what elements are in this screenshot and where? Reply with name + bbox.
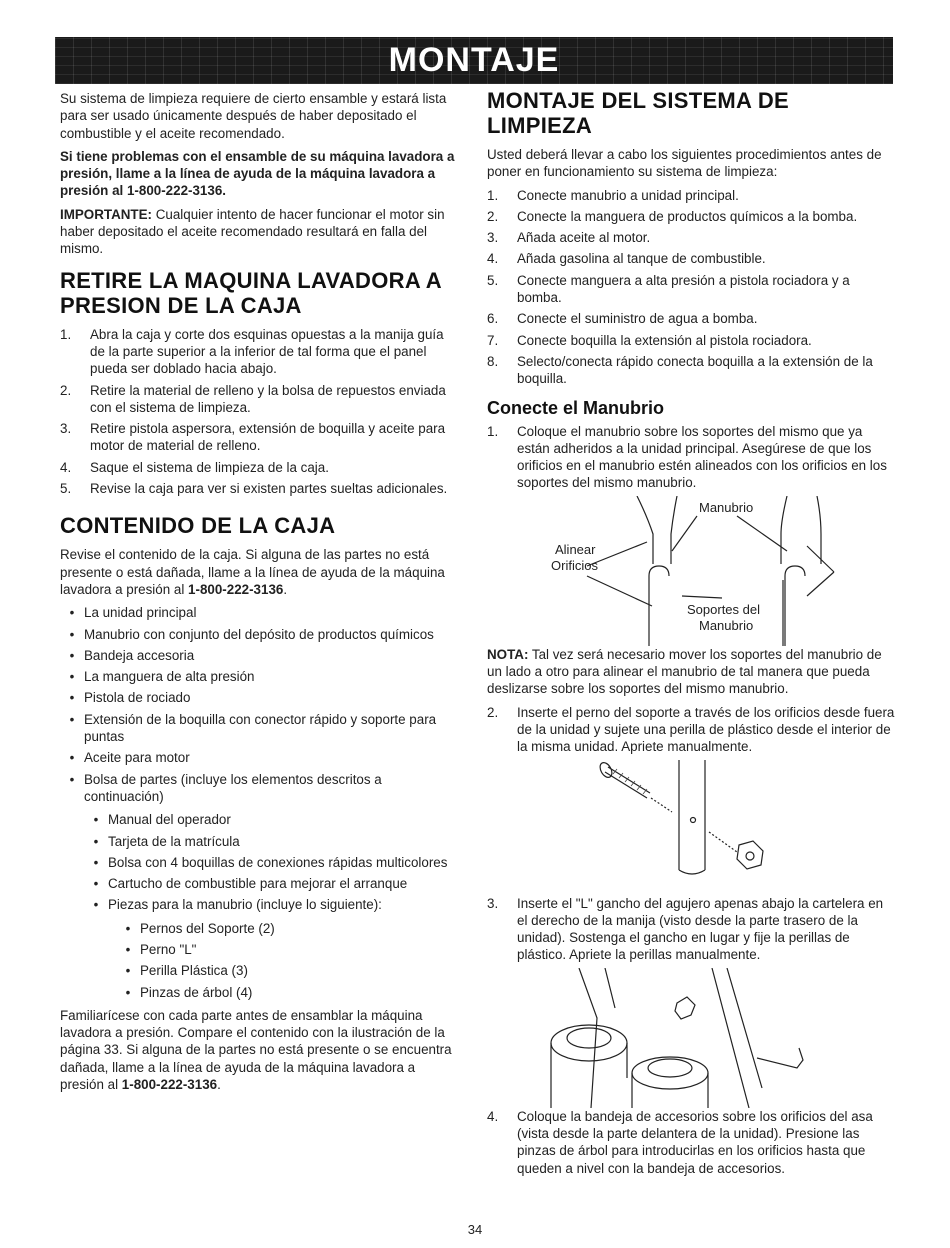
step-text: Inserte el perno del soporte a través de los orificios desde fuera de la unidad y sujete una perilla de plástico desde el interior de la misma unidad. Apriete manualmente.: [517, 704, 895, 755]
step-number: 5.: [60, 481, 72, 497]
list-item: [84, 875, 460, 892]
bullet: •: [93, 833, 99, 849]
item-text: Aceite para motor: [84, 750, 190, 766]
plastic-knob: [737, 841, 763, 869]
heading-contenido: CONTENIDO DE LA CAJA: [60, 513, 336, 539]
banner-title: MONTAJE: [388, 41, 560, 79]
important-paragraph: [60, 206, 460, 258]
list-item: [60, 668, 460, 685]
step-text: Conecte boquilla la extensión al pistola rociadora.: [517, 332, 812, 348]
conecte-step-3: [487, 895, 895, 964]
tank-cap-1: [551, 1025, 627, 1061]
item-text: Bolsa con 4 boquillas de conexiones rápidas multicolores: [108, 854, 448, 870]
item-text: Bandeja accesoria: [84, 647, 195, 663]
handle-parts-list: [116, 920, 460, 1001]
step-text: Conecte manubrio a unidad principal.: [517, 187, 739, 203]
bullet: •: [69, 771, 75, 787]
step-number: 2.: [487, 704, 499, 720]
list-item: [60, 420, 460, 455]
list-item: [84, 896, 460, 913]
step-number: 5.: [487, 272, 499, 288]
step-number: 2.: [487, 208, 499, 224]
bullet: •: [93, 812, 99, 828]
conecte-step-2: [487, 704, 895, 756]
bullet: •: [125, 984, 131, 1000]
heading-retire: RETIRE LA MAQUINA LAVADORA A PRESION DE LA CAJA: [60, 267, 442, 318]
step-number: 1.: [487, 423, 499, 439]
soportes-arrow: [682, 596, 722, 598]
list-item: [60, 604, 460, 621]
page-number: 34: [467, 1222, 483, 1237]
item-text: Bolsa de partes (incluye los elementos descritos a continuación): [84, 771, 382, 804]
right-column: [487, 90, 895, 1181]
bullet: •: [69, 711, 75, 727]
list-item: [84, 833, 460, 850]
step-number: 3.: [60, 421, 72, 437]
bullet: •: [69, 647, 75, 663]
item-text: Piezas para la manubrio (incluye lo siguiente):: [108, 897, 382, 913]
plastic-knob-2: [675, 997, 695, 1019]
item-text: Extensión de la boquilla con conector rápido y soporte para puntas: [84, 711, 437, 745]
bullet: •: [69, 605, 75, 621]
box-contents-list: [60, 604, 460, 805]
list-item: [84, 811, 460, 828]
nota-paragraph: [487, 646, 895, 698]
right-bracket: [783, 566, 805, 646]
bullet: •: [125, 963, 131, 979]
helpline-paragraph: Si tiene problemas con el ensamble de su máquina lavadora a presión, llame a la línea de ayuda de la máquina lavadora a presión al 1-800-222-3136.: [60, 148, 455, 199]
frame-left: [579, 968, 615, 1108]
bullet: •: [69, 750, 75, 766]
step-text: Saque el sistema de limpieza de la caja.: [90, 459, 329, 475]
label-orificios: Orificios: [551, 557, 598, 573]
list-item: [487, 332, 895, 349]
list-item: [487, 250, 895, 267]
step-text: Retire la material de relleno y la bolsa de repuestos enviada con el sistema de limpieza.: [90, 382, 446, 415]
figure-l-hook: [487, 968, 895, 1108]
support-tube: [679, 760, 705, 874]
list-item: [487, 187, 895, 204]
contenido-intro: [60, 546, 460, 598]
bolt-knob-illustration: [487, 760, 895, 895]
phone-number-2: 1-800-222-3136: [121, 1077, 218, 1093]
step-number: 3.: [487, 895, 499, 911]
figure-bolt-knob: [487, 760, 895, 895]
retire-steps-list: [60, 326, 460, 498]
bullet: •: [125, 941, 131, 957]
step-text: Añada aceite al motor.: [517, 230, 651, 246]
step-number: 4.: [487, 251, 499, 267]
nota-label: NOTA:: [487, 646, 529, 662]
label-manubrio: Manubrio: [699, 499, 754, 515]
item-text: Manubrio con conjunto del depósito de productos químicos: [84, 626, 434, 642]
conecte-step-1: [487, 423, 895, 492]
intro-paragraph: Su sistema de limpieza requiere de cierto ensamble y estará lista para ser usado únicamente después de haber depositado el combustible y el aceite recomendado.: [60, 91, 447, 141]
list-item: [60, 711, 460, 746]
figure-handle-alignment: [487, 496, 895, 646]
tank-cap-2: [632, 1057, 708, 1089]
item-text: Pistola de rociado: [84, 690, 191, 706]
step-text: Abra la caja y corte dos esquinas opuestas a la manija guía de la parte superior a la inferior de tal forma que el panel pueda ser doblado hacia abajo.: [90, 326, 444, 377]
step-text: Conecte manguera a alta presión a pistola rociadora y a bomba.: [517, 272, 850, 306]
step-text: Inserte el "L" gancho del agujero apenas abajo la cartelera en el derecho de la manija (visto desde la parte trasero de la unidad). Sostenga el gancho en lugar y fije la perillas de plástico. Apriete la perillas manualmente.: [517, 895, 884, 963]
step-text: Conecte la manguera de productos químicos a la bomba.: [517, 208, 858, 224]
bullet: •: [93, 876, 99, 892]
list-item: [116, 920, 460, 937]
nota-text: Tal vez será necesario mover los soportes del manubrio de un lado a otro para alinear el manubrio de tal manera que pueda deslizarse sobre los soportes del mismo manubrio.: [487, 646, 882, 697]
list-item: [60, 647, 460, 664]
list-item: [487, 353, 895, 388]
closing-text: Familiarícese con cada parte antes de ensamblar la máquina lavadora a presión. Compare el contenido con la ilustración de la página 33. Si alguna de la partes no está presente o se encuentra dañada, llame a la línea de ayuda de la máquina lavadora a presión al: [60, 1007, 452, 1093]
list-item: [60, 326, 460, 378]
step-number: 1.: [487, 187, 499, 203]
item-text: La manguera de alta presión: [84, 669, 255, 685]
step-number: 2.: [60, 382, 72, 398]
step-number: 7.: [487, 332, 499, 348]
list-item: [487, 272, 895, 307]
list-item: [60, 459, 460, 476]
label-alinear: Alinear: [555, 541, 596, 557]
item-text: La unidad principal: [84, 605, 197, 621]
bolt-guide-line: [651, 798, 672, 812]
bullet: •: [69, 626, 75, 642]
l-hook-illustration: [487, 968, 895, 1108]
bullet: •: [125, 920, 131, 936]
left-handle-tube: [637, 496, 677, 564]
bullet: •: [69, 690, 75, 706]
list-item: [487, 229, 895, 246]
item-text: Manual del operador: [108, 812, 231, 828]
contenido-intro-text: Revise el contenido de la caja. Si alguna de las partes no está presente o está dañada, llame a la línea de ayuda de la máquina lavadora a presión al: [60, 547, 445, 597]
bullet: •: [69, 669, 75, 685]
heading-conecte: Conecte el Manubrio: [487, 397, 665, 418]
montaje-steps-list: [487, 187, 895, 388]
step-number: 1.: [60, 326, 72, 342]
frame-right: [712, 968, 762, 1108]
list-item: [84, 854, 460, 871]
list-item: [116, 941, 460, 958]
item-text: Cartucho de combustible para mejorar el arranque: [108, 876, 408, 892]
step-number: 3.: [487, 230, 499, 246]
list-item: [116, 962, 460, 979]
conecte-step-4: [487, 1108, 895, 1177]
closing-paragraph: [60, 1007, 460, 1093]
step-text: Conecte el suministro de agua a bomba.: [517, 311, 758, 327]
bullet: •: [93, 897, 99, 913]
montaje-intro: Usted deberá llevar a cabo los siguientes procedimientos antes de poner en funcionamiento su sistema de limpieza:: [487, 147, 882, 180]
label-soportes-1: Soportes del: [687, 601, 760, 617]
label-soportes-2: Manubrio: [699, 617, 754, 633]
step-number: 8.: [487, 353, 499, 369]
list-item: [60, 382, 460, 417]
heading-montaje: MONTAJE DEL SISTEMA DE LIMPIEZA: [487, 88, 789, 138]
step-number: 4.: [60, 459, 72, 475]
alinear-arrows: [587, 542, 652, 606]
l-hook: [757, 1048, 803, 1068]
step-text: Añada gasolina al tanque de combustible.: [517, 251, 766, 267]
important-label: IMPORTANTE:: [60, 206, 152, 222]
list-item: [60, 689, 460, 706]
important-text: Cualquier intento de hacer funcionar el motor sin haber depositado el aceite recomendado resultará en falla del mismo.: [60, 206, 445, 257]
item-text: Pernos del Soporte (2): [140, 920, 275, 936]
step-text: Selecto/conecta rápido conecta boquilla a la extensión de la boquilla.: [517, 353, 873, 387]
period-2: .: [217, 1077, 221, 1093]
list-item: [487, 310, 895, 327]
knob-guide-line: [709, 832, 737, 852]
manubrio-arrows: [672, 516, 787, 551]
bullet: •: [93, 854, 99, 870]
phone-number: 1-800-222-3136: [188, 581, 284, 597]
list-item: [60, 749, 460, 766]
item-text: Tarjeta de la matrícula: [108, 833, 240, 849]
item-text: Perno "L": [140, 941, 197, 957]
step-number: 4.: [487, 1108, 499, 1124]
parts-bag-list: [84, 811, 460, 913]
list-item: [60, 480, 460, 497]
list-item: [60, 771, 460, 806]
item-text: Perilla Plástica (3): [140, 963, 248, 979]
list-item: [487, 208, 895, 225]
left-column: [60, 90, 460, 1099]
step-text: Coloque el manubrio sobre los soportes del mismo que ya están adheridos a la unidad principal. Asegúrese de que los orificios en el manubrio estén alineados con los orificios en los soportes del mismo manubrio.: [517, 423, 887, 491]
period: .: [283, 581, 288, 597]
item-text: Pinzas de árbol (4): [140, 984, 253, 1000]
section-banner: [55, 37, 893, 84]
step-text: Coloque la bandeja de accesorios sobre los orificios del asa (vista desde la parte delantera de la unidad). Presione las pinzas de árbol para introducirlas en los orificios hasta que queden a nivel con la bandeja de accesorios.: [517, 1108, 873, 1176]
list-item: [116, 984, 460, 1001]
list-item: [60, 626, 460, 643]
step-number: 6.: [487, 311, 499, 327]
handle-alignment-illustration: [487, 496, 895, 646]
step-text: Retire pistola aspersora, extensión de boquilla y aceite para motor de material de relleno.: [90, 421, 446, 454]
step-text: Revise la caja para ver si existen partes sueltas adicionales.: [90, 481, 448, 497]
